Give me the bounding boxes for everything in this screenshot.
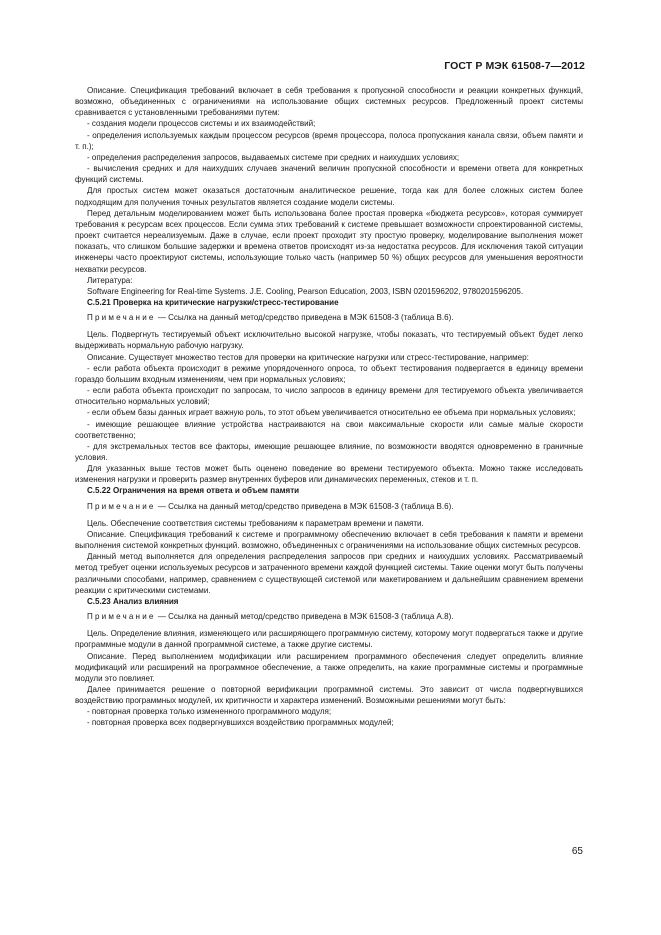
body-paragraph: Для указанных выше тестов может быть оценено поведение во времени тестируемого объекта. Можно также исследовать изменения нагрузки и проверить размер внутренних буферов или динамических переменных, стеков и т. п.: [75, 464, 583, 485]
body-paragraph: Литература:: [87, 275, 133, 285]
note-text: — Ссылка на данный метод/средство приведена в МЭК 61508-3 (таблица А.8).: [155, 612, 454, 622]
list-item: - если объем базы данных играет важную роль, то этот объем увеличивается относительно ее объема при нормальных условиях;: [87, 408, 576, 418]
body-paragraph: Перед детальным моделированием может быть использована более простая проверка «бюджета ресурсов», которая суммирует требования к ресурсам всех процессов. Если сумма этих требований к системе превышает возможности спроектированной системы, проект считается нереализуемым. Даже в случае, если проект проходит эту простую проверку, моделирование выполнения может показать, что слишком большие задержки и времена ответов происходят из-за недостатка ресурсов. Для исключения такой ситуации инженеры часто проектируют системы, использующие только часть (например 50 %) общих ресурсов для уменьшения вероятности нехватки ресурсов.: [75, 208, 583, 274]
body-paragraph: Описание. Существует множество тестов для проверки на критические нагрузки или стресс-тестирование, например:: [87, 352, 529, 362]
list-item: - создания модели процессов системы и их взаимодействий;: [87, 119, 316, 129]
document-id-header: ГОСТ Р МЭК 61508-7—2012: [444, 60, 585, 72]
list-item: - повторная проверка только измененного программного модуля;: [87, 707, 332, 717]
body-paragraph: Описание. Спецификация требований к системе и программному обеспечению включает в себя требования к памяти и времени выполнения системой конкретных функций. возможно, объединенных с ограничениями на использование общих системных ресурсов.: [75, 529, 583, 551]
list-item: - имеющие решающее влияние устройства настраиваются на свои максимальные скорости или самые малые скорости соответственно;: [75, 419, 583, 440]
section-heading: С.5.23 Анализ влияния: [87, 596, 179, 606]
note-paragraph: [75, 611, 583, 622]
note-text: — Ссылка на данный метод/средство приведена в МЭК 61508-3 (таблица В.6).: [155, 501, 454, 511]
document-body: [75, 85, 583, 729]
body-paragraph: Цель. Подвергнуть тестируемый объект исключительно высокой нагрузке, чтобы показать, что тестируемый объект будет легко выдерживать нормальную рабочую нагрузку.: [75, 330, 583, 351]
page-number: 65: [571, 846, 583, 857]
list-item: - вычисления средних и для наихудших случаев значений величин пропускной способности и времени ответа для конкретных функций системы.: [75, 164, 583, 185]
body-paragraph: Цель. Обеспечение соответствия системы требованиям к параметрам времени и памяти.: [87, 518, 424, 528]
list-item: - повторная проверка всех подвергнувшихся воздействию программных модулей;: [87, 718, 394, 728]
body-paragraph: Данный метод выполняется для определения распределения запросов при средних и наихудших условиях. Рассматриваемый метод требует оценки используемых ресурсов и затраченного времени каждой функцией системы. Такие оценки могут быть получены различными способами, например, сравнением с существующей системой или макетированием и дальнейшим сравнением времени реакции с критическими системами.: [75, 552, 583, 595]
section-heading: С.5.21 Проверка на критические нагрузки/стресс-тестирование: [87, 297, 339, 307]
body-paragraph: Для простых систем может оказаться достаточным аналитическое решение, тогда как для более сложных систем более подходящим для получения точных результатов является создание модели системы.: [75, 186, 583, 207]
note-paragraph: [75, 312, 583, 323]
body-paragraph: Далее принимается решение о повторной верификации программной системы. Это зависит от числа подвергнувшихся воздействию программных модулей, их критичности и характера изменений. Возможными решениями могут быть:: [75, 684, 583, 706]
note-label: Примечание: [87, 501, 156, 511]
list-item: - если работа объекта происходит в режиме упорядоченного опроса, то объект тестирования подвергается в единицу времени гораздо большим входным изменениям, чем при нормальных условиях;: [75, 363, 583, 384]
body-paragraph: Описание. Спецификация требований включает в себя требования к пропускной способности и реакции конкретных функций, возможно, объединенных с ограничениями на использование общих системных ресурсов. Предложенный проект системы сравнивается с установленными требованиями путем:: [75, 86, 583, 118]
list-item: - для экстремальных тестов все факторы, имеющие решающее влияние, по возможности вводятся одновременно в граничные условия.: [75, 441, 583, 462]
note-label: Примечание: [87, 612, 156, 622]
section-heading: С.5.22 Ограничения на время ответа и объем памяти: [87, 486, 300, 496]
list-item: - если работа объекта происходит по запросам, то число запросов в единицу времени для тестируемого объекта увеличивается относительно нормальных условий;: [75, 386, 583, 407]
note-label: Примечание: [87, 313, 156, 323]
note-text: — Ссылка на данный метод/средство приведена в МЭК 61508-3 (таблица В.6).: [155, 313, 454, 323]
body-paragraph: Цель. Определение влияния, изменяющего или расширяющего программную систему, которому могут подвергаться также и другие программные модули в данной программной системе, а также другие системы.: [75, 629, 583, 650]
body-paragraph: Software Engineering for Real-time Systems. J.E. Cooling, Pearson Education, 2003, ISBN 0201596202, 9780201596205.: [87, 286, 524, 296]
body-paragraph: Описание. Перед выполнением модификации или расширением программного обеспечения следует определить влияние модификаций или расширений на программное обеспечение, а также определить, на какие программные системы и программные модули это повлияет.: [75, 651, 583, 683]
list-item: - определения распределения запросов, выдаваемых системе при средних и наихудших условиях;: [87, 152, 460, 162]
list-item: - определения используемых каждым процессом ресурсов (время процессора, полоса пропускания канала связи, объем памяти и т. п.);: [75, 130, 583, 151]
note-paragraph: [75, 501, 583, 512]
